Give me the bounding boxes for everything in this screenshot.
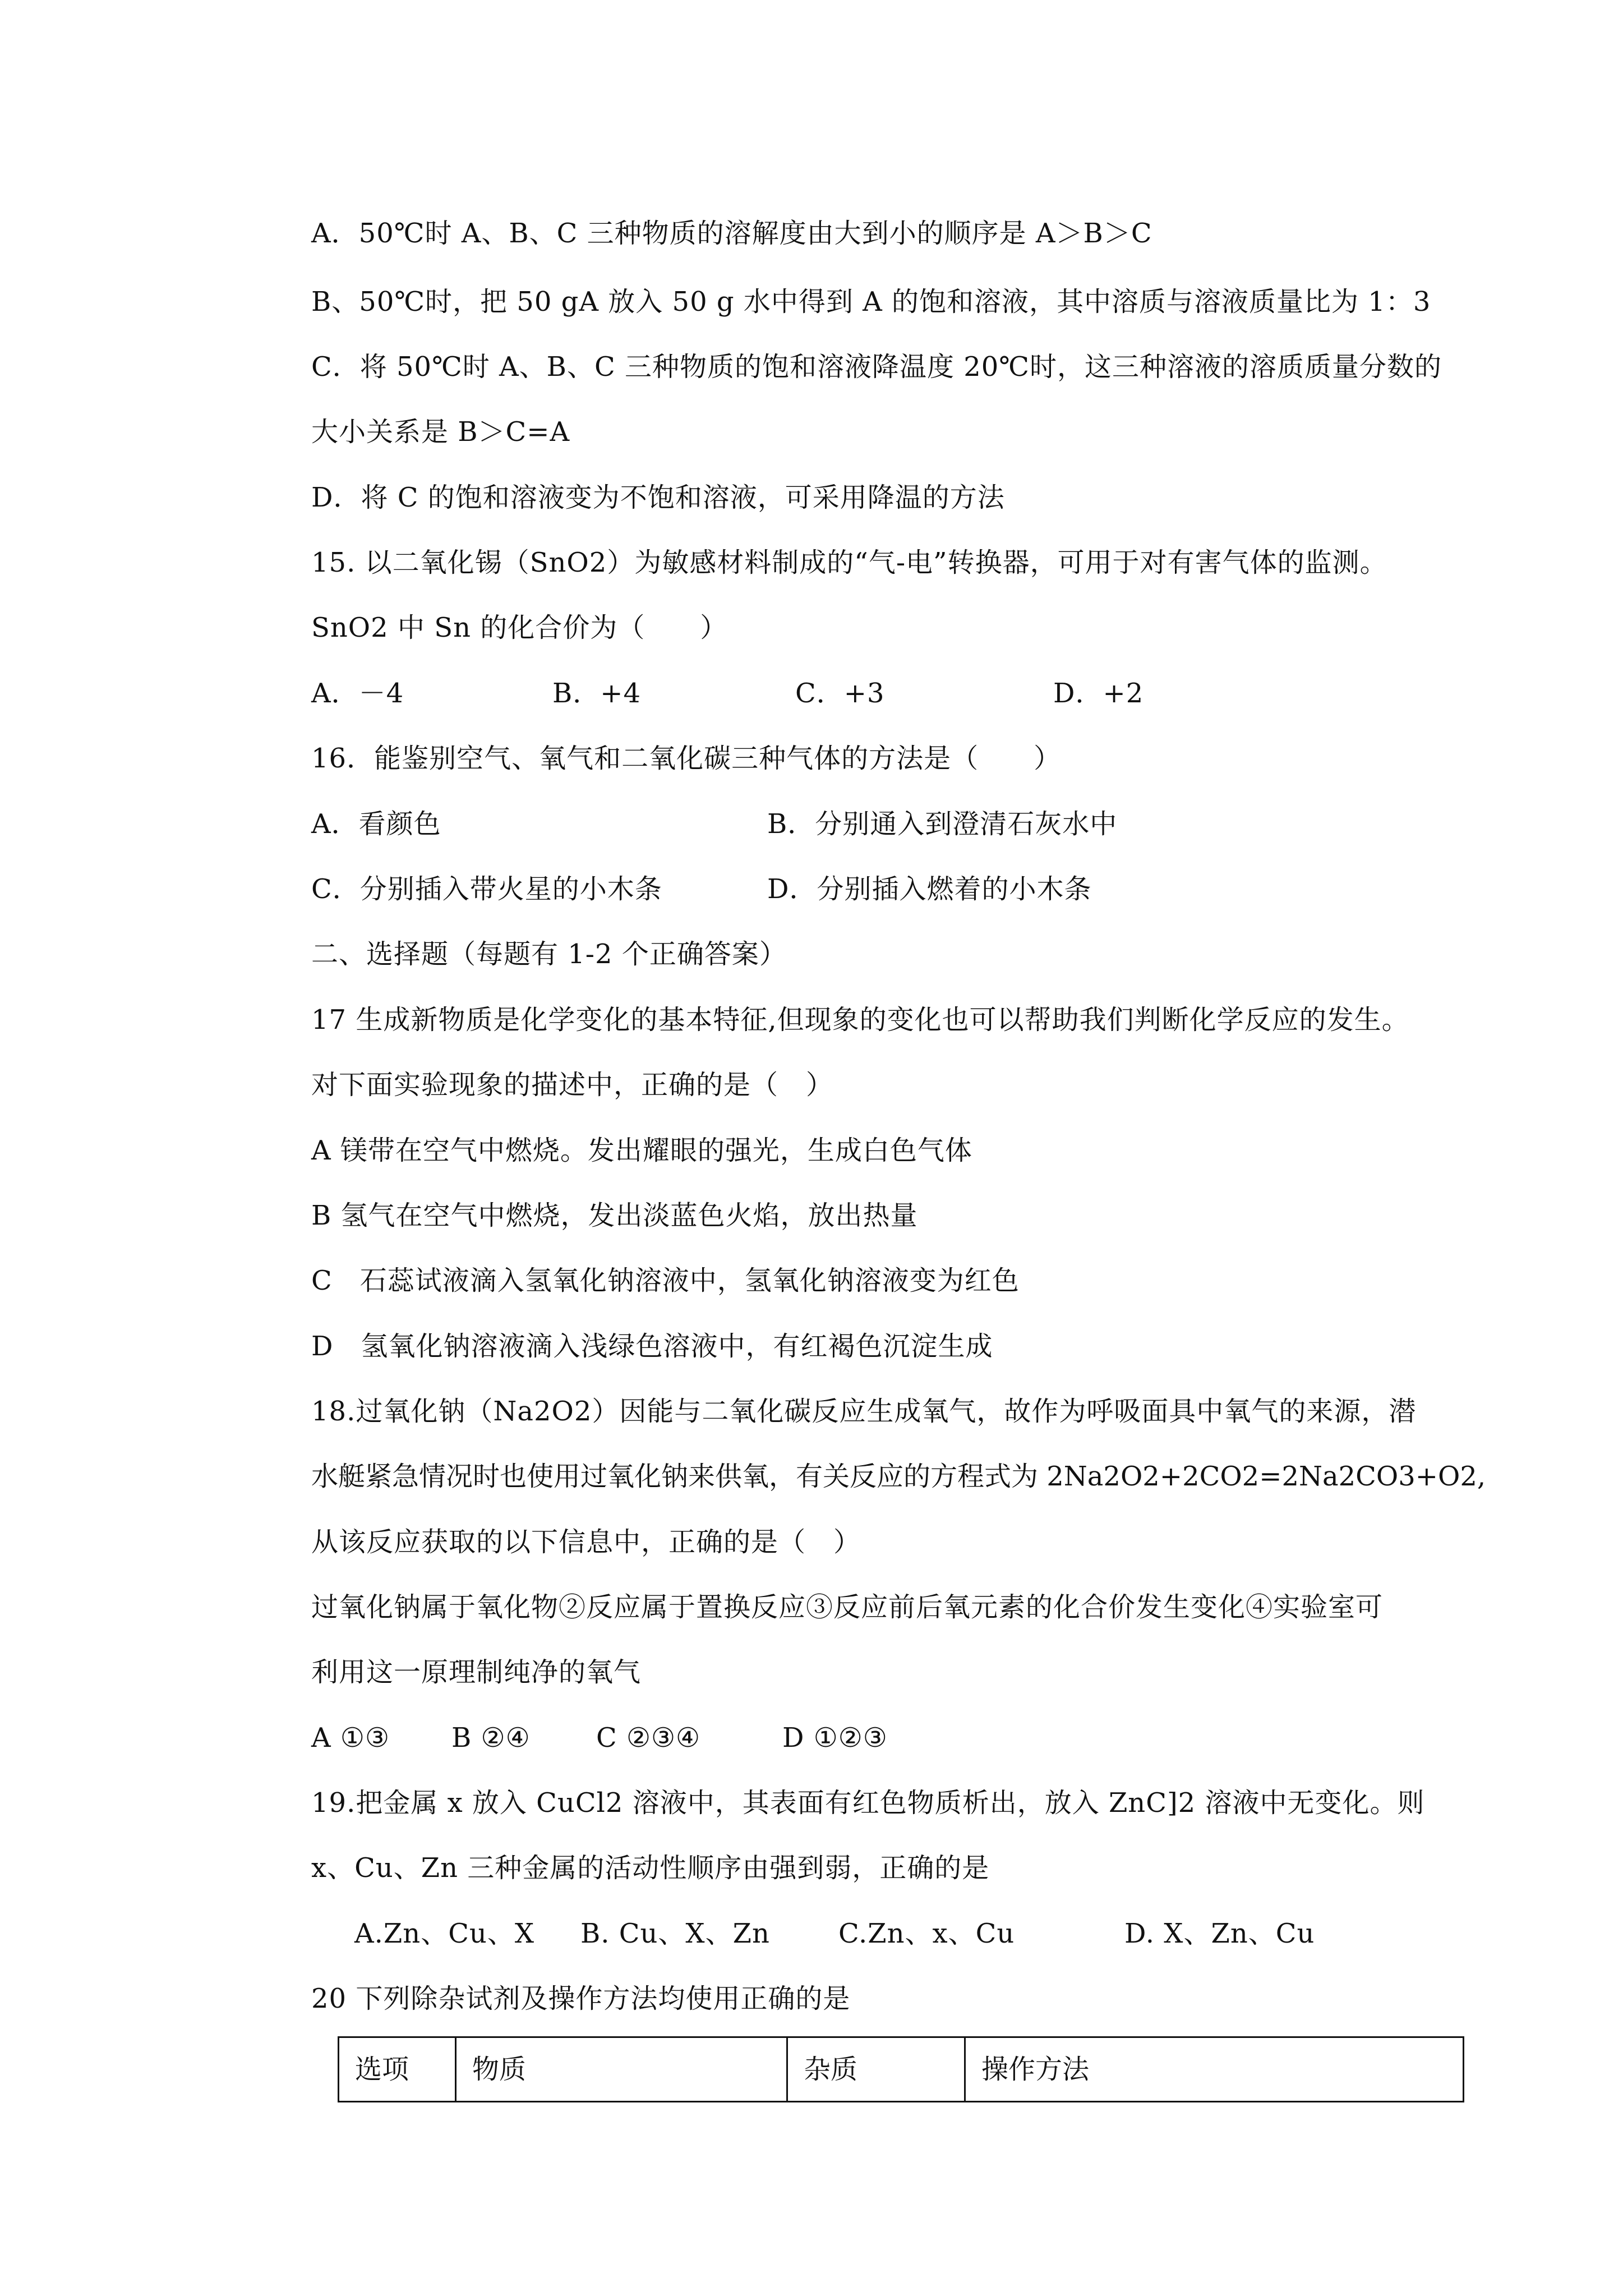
table-header-row [339, 2037, 1464, 2102]
q19-option-d: D. X、Zn、Cu [1124, 1918, 1315, 1949]
q14-option-c-line2: 大小关系是 B＞C=A [311, 416, 570, 448]
q15-stem-line2: SnO2 中 Sn 的化合价为（ ） [311, 612, 728, 643]
q14-option-d: D．将 C 的饱和溶液变为不饱和溶液，可采用降温的方法 [311, 482, 1005, 513]
q16-option-b: B．分别通入到澄清石灰水中 [767, 808, 1118, 840]
q14-option-a: A．50℃时 A、B、C 三种物质的溶解度由大到小的顺序是 A＞B＞C [311, 218, 1152, 249]
q16-stem: 16．能鉴别空气、氧气和二氧化碳三种气体的方法是（ ） [311, 743, 1062, 774]
q18-stem-line2: 水艇紧急情况时也使用过氧化钠来供氧，有关反应的方程式为 2Na2O2+2CO2=2Na2CO3+O2, [311, 1461, 1486, 1492]
q18-option-d: D ①②③ [782, 1722, 888, 1754]
q17-stem-line2: 对下面实验现象的描述中，正确的是（ ） [311, 1069, 834, 1101]
q19-stem-line2: x、Cu、Zn 三种金属的活动性顺序由强到弱，正确的是 [311, 1852, 990, 1884]
q15-option-b: B．+4 [552, 678, 642, 709]
q17-option-b: B 氢气在空气中燃烧，发出淡蓝色火焰，放出热量 [311, 1200, 918, 1231]
q14-option-b: B、50℃时，把 50 gA 放入 50 g 水中得到 A 的饱和溶液，其中溶质与溶液质量比为 1：3 [311, 286, 1431, 318]
q20-stem: 20 下列除杂试剂及操作方法均使用正确的是 [311, 1983, 851, 2014]
section-heading: 二、选择题（每题有 1-2 个正确答案） [311, 938, 787, 970]
q16-option-c: C．分别插入带火星的小木条 [311, 873, 662, 905]
q16-option-d: D．分别插入燃着的小木条 [767, 873, 1092, 905]
q18-info-line1: 过氧化钠属于氧化物②反应属于置换反应③反应前后氧元素的化合价发生变化④实验室可 [311, 1591, 1384, 1623]
q18-option-c: C ②③④ [596, 1722, 701, 1754]
q17-option-c: C 石蕊试液滴入氢氧化钠溶液中，氢氧化钠溶液变为红色 [311, 1265, 1020, 1296]
q20-table [338, 2036, 1464, 2102]
q17-stem-line1: 17 生成新物质是化学变化的基本特征,但现象的变化也可以帮助我们判断化学反应的发生。 [311, 1004, 1409, 1036]
q15-option-d: D．+2 [1053, 678, 1144, 709]
q17-option-a: A 镁带在空气中燃烧。发出耀眼的强光，生成白色气体 [311, 1135, 972, 1166]
table-header-cell: 选项 [339, 2037, 456, 2102]
q18-stem-line3: 从该反应获取的以下信息中，正确的是（ ） [311, 1526, 861, 1558]
q15-option-a: A．－4 [311, 678, 404, 709]
q19-option-b: B. Cu、X、Zn [580, 1918, 770, 1949]
q19-stem-line1: 19.把金属 x 放入 CuCl2 溶液中，其表面有红色物质析出，放入 ZnC]2 溶液中无变化。则 [311, 1787, 1425, 1819]
q18-info-line2: 利用这一原理制纯净的氧气 [311, 1657, 642, 1688]
q15-stem-line1: 15. 以二氧化锡（SnO2）为敏感材料制成的“气-电”转换器，可用于对有害气体的监测。 [311, 547, 1387, 578]
q16-option-a: A．看颜色 [311, 808, 441, 840]
q19-option-c: C.Zn、x、Cu [838, 1918, 1015, 1949]
q18-option-a: A ①③ [311, 1722, 390, 1754]
table-header-cell: 物质 [456, 2037, 787, 2102]
q19-option-a: A.Zn、Cu、X [354, 1918, 535, 1949]
table-header-cell: 杂质 [787, 2037, 965, 2102]
q15-option-c: C．+3 [795, 678, 885, 709]
q18-stem-line1: 18.过氧化钠（Na2O2）因能与二氧化碳反应生成氧气，故作为呼吸面具中氧气的来源，潜 [311, 1396, 1417, 1427]
q18-option-b: B ②④ [451, 1722, 531, 1754]
q14-option-c-line1: C．将 50℃时 A、B、C 三种物质的饱和溶液降温度 20℃时，这三种溶液的溶质质量分数的 [311, 351, 1442, 383]
table-header-cell: 操作方法 [965, 2037, 1464, 2102]
q17-option-d: D 氢氧化钠溶液滴入浅绿色溶液中，有红褐色沉淀生成 [311, 1331, 993, 1362]
